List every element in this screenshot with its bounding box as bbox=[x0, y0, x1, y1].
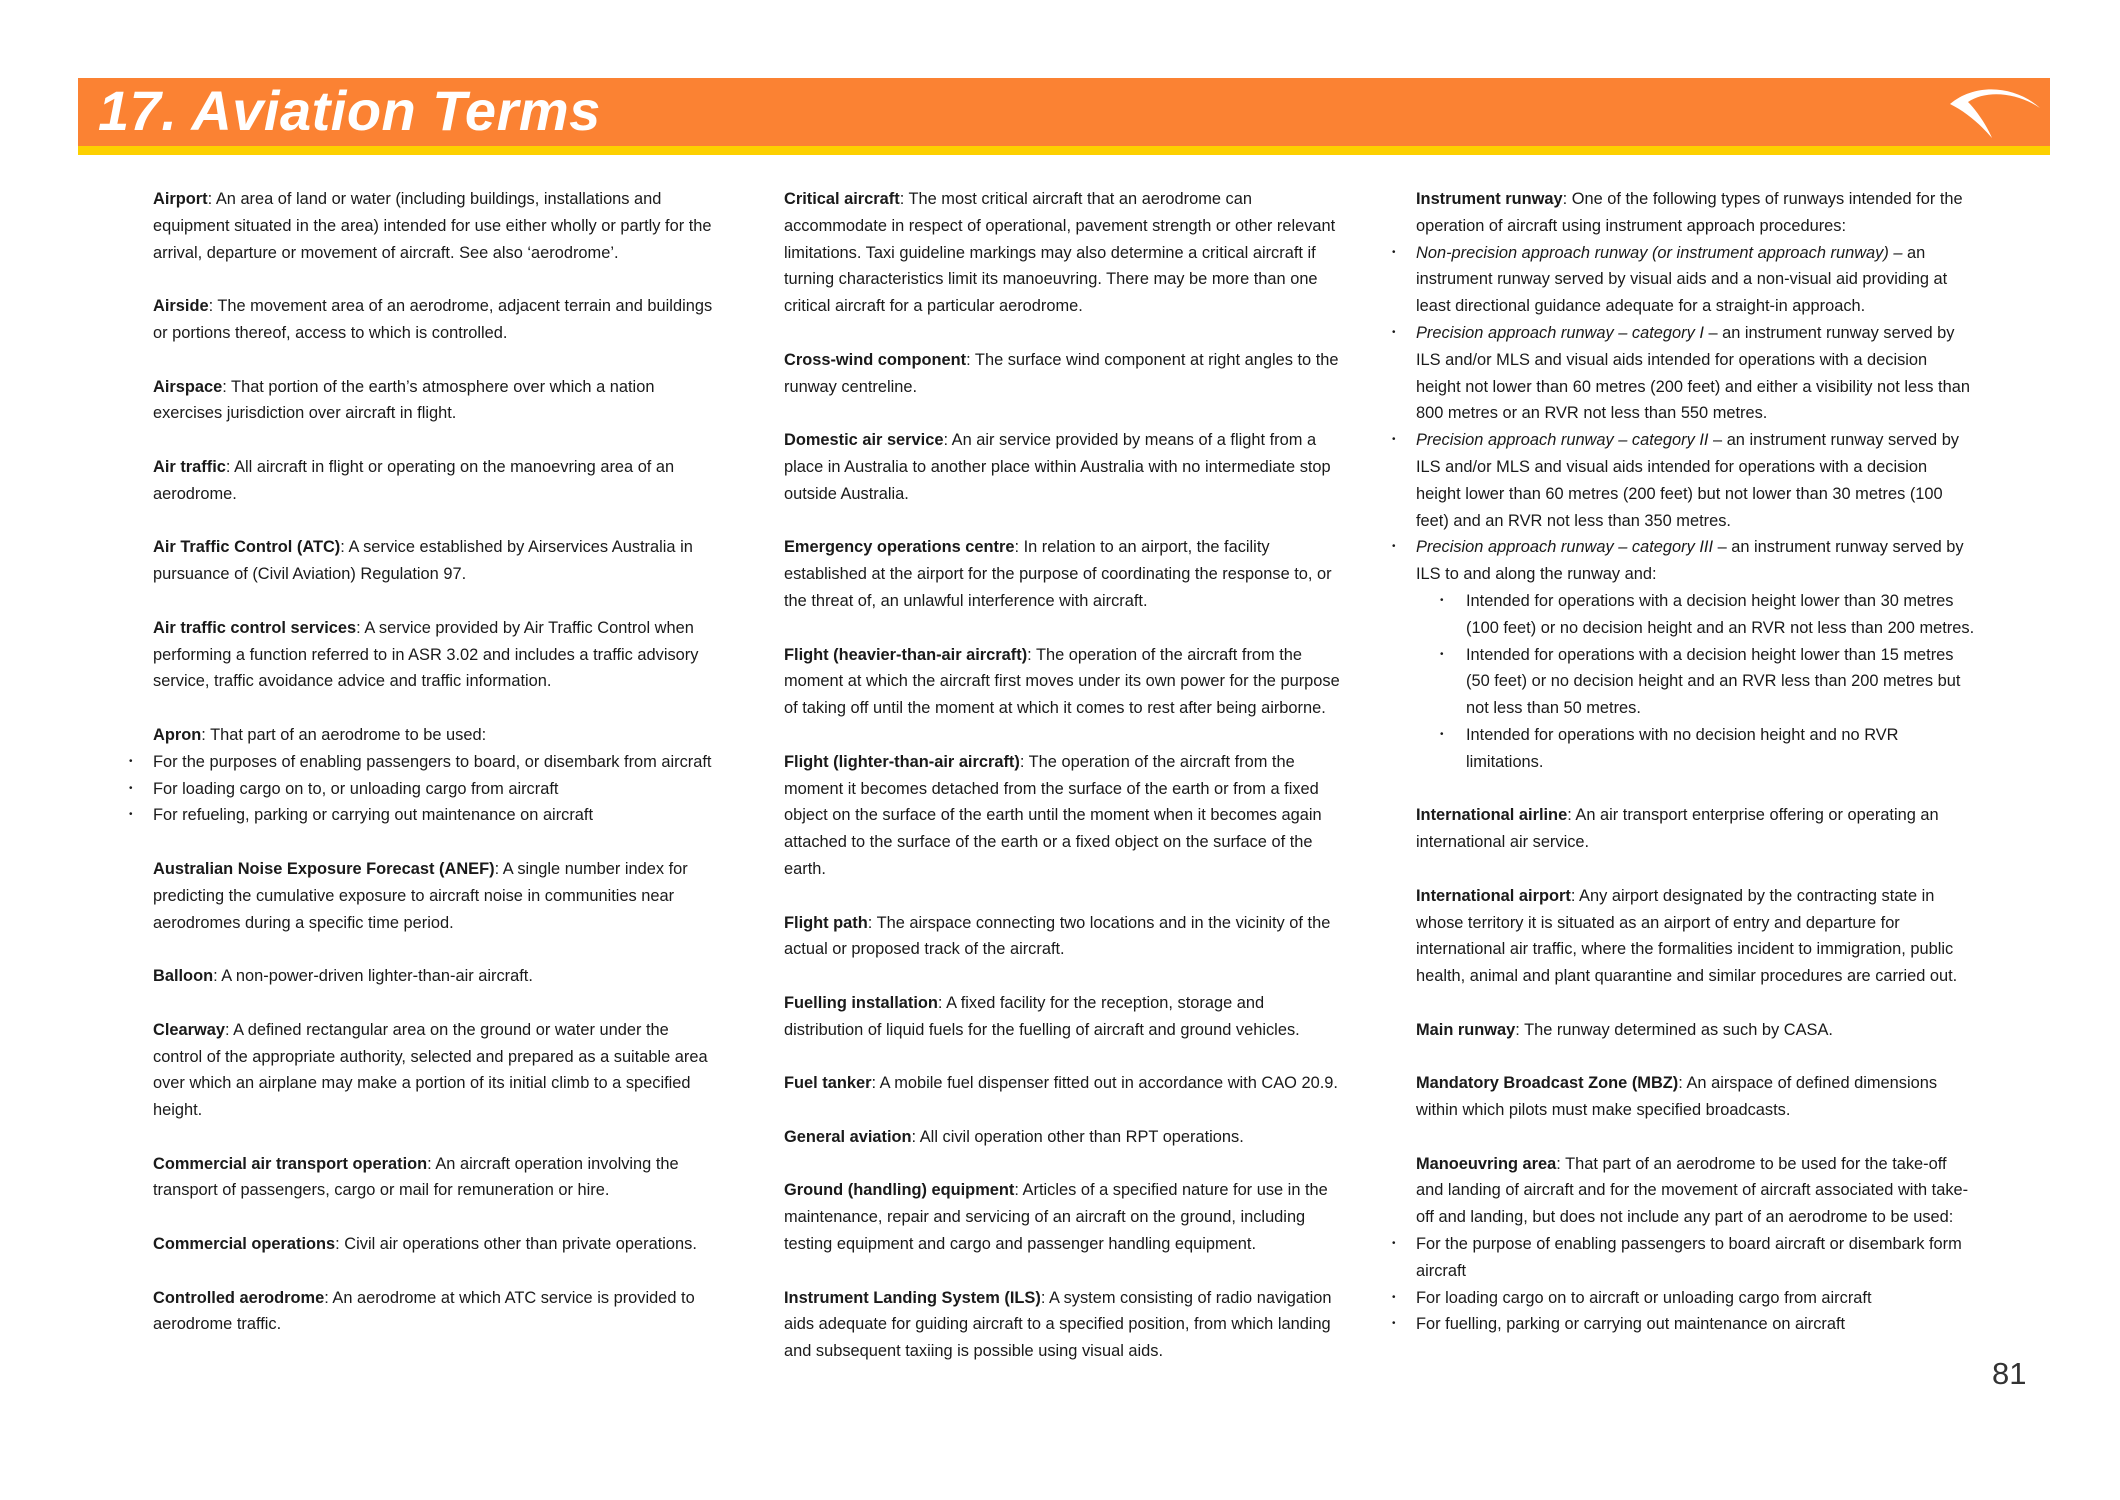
entry-term: Domestic air service bbox=[784, 431, 944, 450]
entry-term: Commercial operations bbox=[153, 1235, 336, 1254]
entry-term: Air traffic bbox=[153, 457, 226, 476]
entry-term: Air Traffic Control (ATC) bbox=[153, 538, 341, 557]
list-item: • For loading cargo on to, or unloading cargo from aircraft bbox=[153, 776, 713, 803]
glossary-entry bbox=[153, 1151, 713, 1205]
item-text: – an instrument runway served by ILS to and along the runway and: bbox=[1416, 538, 1964, 584]
glossary-entry bbox=[153, 293, 713, 347]
glossary-entry bbox=[1416, 1017, 1976, 1044]
entry-text: : An area of land or water (including buildings, installations and equipment situated in the area) intended for use either wholly or partly for the arrival, departure or movement of aircraft. See also ‘aerodrome’. bbox=[153, 190, 712, 262]
entry-term: Manoeuvring area bbox=[1416, 1154, 1557, 1173]
bullet-list bbox=[1416, 240, 1976, 776]
entry-definition bbox=[784, 347, 1344, 401]
glossary-entry bbox=[1416, 802, 1976, 856]
entry-text: : The movement area of an aerodrome, adjacent terrain and buildings or portions thereof, access to which is controlled. bbox=[153, 297, 713, 342]
entry-term: International airport bbox=[1416, 886, 1571, 905]
glossary-entry bbox=[153, 722, 713, 829]
entry-text: : A fixed facility for the reception, storage and distribution of liquid fuels for the fuelling of aircraft and ground vehicles. bbox=[784, 993, 1300, 1039]
list-item bbox=[1416, 320, 1976, 427]
entry-term: Flight (lighter-than-air aircraft) bbox=[784, 752, 1020, 771]
entry-definition bbox=[784, 534, 1344, 614]
sub-bullet-list bbox=[1416, 588, 1976, 776]
glossary-entry bbox=[1416, 1151, 1976, 1339]
entry-text: : That part of an aerodrome to be used: bbox=[201, 725, 487, 744]
entry-definition bbox=[784, 990, 1344, 1044]
entry-definition bbox=[153, 186, 713, 266]
entry-text: : A service established by Airservices Australia in pursuance of (Civil Aviation) Regulation 97. bbox=[153, 538, 693, 584]
entry-text: : A system consisting of radio navigation aids adequate for guiding aircraft to a specified position, from which landing and subsequent taxiing is possible using visual aids. bbox=[784, 1288, 1332, 1361]
column-1 bbox=[153, 186, 713, 1365]
entry-text: : The airspace connecting two locations and in the vicinity of the actual or proposed track of the aircraft. bbox=[784, 913, 1331, 959]
list-item: • For fuelling, parking or carrying out maintenance on aircraft bbox=[1416, 1311, 1976, 1338]
entry-text: : The operation of the aircraft from the moment at which the aircraft first moves under its own power for the purpose of taking off until the moment at which it comes to rest after being airborne. bbox=[784, 645, 1340, 718]
entry-term: Air traffic control services bbox=[153, 618, 357, 637]
entry-term: Main runway bbox=[1416, 1020, 1516, 1039]
entry-term: Airspace bbox=[153, 377, 223, 396]
entry-term: Balloon bbox=[153, 967, 214, 986]
entry-definition bbox=[153, 374, 713, 428]
glossary-entry bbox=[784, 1124, 1344, 1151]
entry-text: : The operation of the aircraft from the moment it becomes detached from the surface of the earth or from a fixed object on the surface of the earth until the moment when it becomes again attached to the surface of the earth or a fixed object on the surface of the earth. bbox=[784, 752, 1322, 878]
swoosh-logo-icon bbox=[1946, 84, 2042, 142]
entry-term: Commercial air transport operation bbox=[153, 1154, 428, 1173]
entry-text: : One of the following types of runways intended for the operation of aircraft using instrument approach procedures: bbox=[1416, 190, 1963, 235]
glossary-entry bbox=[153, 186, 713, 266]
entry-text: : Articles of a specified nature for use in the maintenance, repair and servicing of an aircraft on the ground, including testing equipment and cargo and passenger handling equipment. bbox=[784, 1181, 1328, 1254]
glossary-entry bbox=[1416, 883, 1976, 990]
glossary-entry bbox=[153, 963, 713, 990]
entry-definition bbox=[153, 856, 713, 936]
item-text: – an instrument runway served by ILS and/or MLS and visual aids intended for operations with a decision height lower than 60 metres (200 feet) but not lower than 30 metres (100 feet) and an RVR not less than 350 metres. bbox=[1416, 431, 1960, 530]
entry-definition bbox=[784, 1070, 1344, 1097]
entry-definition bbox=[784, 427, 1344, 507]
list-item: • For loading cargo on to aircraft or unloading cargo from aircraft bbox=[1416, 1285, 1976, 1312]
list-item: • For the purposes of enabling passengers to board, or disembark from aircraft bbox=[153, 749, 713, 776]
entry-text: : All aircraft in flight or operating on the manoevring area of an aerodrome. bbox=[153, 457, 675, 503]
entry-definition bbox=[153, 293, 713, 347]
glossary-entry bbox=[1416, 1070, 1976, 1124]
glossary-entry bbox=[784, 910, 1344, 964]
entry-text: : An aerodrome at which ATC service is provided to aerodrome traffic. bbox=[153, 1288, 695, 1334]
glossary-entry bbox=[153, 856, 713, 936]
glossary-entry bbox=[784, 1285, 1344, 1365]
glossary-entry bbox=[784, 642, 1344, 722]
entry-term: Fuelling installation bbox=[784, 993, 938, 1012]
list-item bbox=[1416, 427, 1976, 534]
entry-text: : Any airport designated by the contracting state in whose territory it is situated as an airport of entry and departure for international air traffic, where the formalities incident to immigration, public health, animal and plant quarantine and similar procedures are carried out. bbox=[1416, 886, 1958, 986]
column-2 bbox=[784, 186, 1344, 1392]
entry-definition bbox=[1416, 883, 1976, 990]
entry-definition bbox=[153, 722, 713, 749]
entry-term: Australian Noise Exposure Forecast (ANEF) bbox=[153, 859, 495, 878]
entry-definition bbox=[153, 454, 713, 508]
entry-term: Cross-wind component bbox=[784, 350, 967, 369]
entry-definition bbox=[153, 1151, 713, 1205]
entry-text: : The most critical aircraft that an aerodrome can accommodate in respect of operational, pavement strength or other relevant limitations. Taxi guideline markings may also determine a critical aircraft if turning characteristics limit its manoeuvring. There may be more than one critical aircraft for a particular aerodrome. bbox=[784, 190, 1336, 316]
entry-term: Instrument runway bbox=[1416, 190, 1563, 208]
entry-definition bbox=[1416, 1017, 1976, 1044]
entry-text: : A mobile fuel dispenser fitted out in accordance with CAO 20.9. bbox=[871, 1074, 1338, 1093]
glossary-entry bbox=[784, 534, 1344, 614]
sub-list-item: • Intended for operations with no decision height and no RVR limitations. bbox=[1466, 722, 1976, 776]
column-3 bbox=[1416, 186, 1976, 1365]
entry-term: Critical aircraft bbox=[784, 190, 900, 208]
entry-definition bbox=[784, 910, 1344, 964]
entry-definition bbox=[1416, 186, 1976, 240]
sub-list-item: • Intended for operations with a decision height lower than 15 metres (50 feet) or no decision height and an RVR less than 200 metres but not less than 50 metres. bbox=[1466, 642, 1976, 722]
entry-definition bbox=[153, 1017, 713, 1124]
list-item: • For the purpose of enabling passengers to board aircraft or disembark form aircraft bbox=[1416, 1231, 1976, 1285]
entry-text: : A non-power-driven lighter-than-air aircraft. bbox=[213, 967, 533, 986]
glossary-entry bbox=[153, 1231, 713, 1258]
sub-list-item: • Intended for operations with a decision height lower than 30 metres (100 feet) or no decision height and an RVR not less than 200 metres. bbox=[1466, 588, 1976, 642]
entry-definition bbox=[153, 1231, 713, 1258]
list-item bbox=[1416, 240, 1976, 320]
glossary-entry bbox=[153, 1017, 713, 1124]
entry-definition bbox=[784, 1177, 1344, 1257]
entry-definition bbox=[1416, 1151, 1976, 1231]
entry-text: : A service provided by Air Traffic Control when performing a function referred to in ASR 3.02 and includes a traffic advisory service, traffic avoidance advice and traffic information. bbox=[153, 618, 699, 691]
glossary-entry bbox=[153, 454, 713, 508]
chapter-banner bbox=[78, 78, 2050, 155]
entry-term: General aviation bbox=[784, 1127, 912, 1146]
entry-text: : An air service provided by means of a flight from a place in Australia to another place within Australia with no intermediate stop outside Australia. bbox=[784, 431, 1331, 503]
entry-text: : In relation to an airport, the facility established at the airport for the purpose of coordinating the response to, or the threat of, an unlawful interference with aircraft. bbox=[784, 538, 1332, 610]
glossary-entry bbox=[153, 615, 713, 695]
entry-text: : An airspace of defined dimensions within which pilots must make specified broadcasts. bbox=[1416, 1074, 1938, 1120]
entry-term: Mandatory Broadcast Zone (MBZ) bbox=[1416, 1074, 1679, 1093]
entry-term: International airline bbox=[1416, 806, 1568, 825]
entry-definition bbox=[153, 534, 713, 588]
entry-text: : A single number index for predicting the cumulative exposure to aircraft noise in communities near aerodromes during a specific time period. bbox=[153, 859, 688, 932]
page-title: 17. Aviation Terms bbox=[98, 79, 601, 142]
entry-term: Flight (heavier-than-air aircraft) bbox=[784, 645, 1028, 664]
entry-term: Instrument Landing System (ILS) bbox=[784, 1288, 1041, 1307]
entry-definition bbox=[153, 963, 713, 990]
entry-definition bbox=[784, 186, 1344, 320]
glossary-entry bbox=[153, 374, 713, 428]
entry-definition bbox=[784, 1124, 1344, 1151]
item-lead: Precision approach runway – category I bbox=[1416, 323, 1704, 342]
entry-definition bbox=[784, 642, 1344, 722]
entry-term: Airside bbox=[153, 297, 209, 316]
entry-text: : That portion of the earth’s atmosphere over which a nation exercises jurisdiction over aircraft in flight. bbox=[153, 377, 655, 423]
entry-text: : Civil air operations other than private operations. bbox=[335, 1235, 697, 1254]
list-item: • For refueling, parking or carrying out maintenance on aircraft bbox=[153, 802, 713, 829]
entry-text: : The surface wind component at right angles to the runway centreline. bbox=[784, 350, 1339, 396]
bullet-list bbox=[153, 749, 713, 829]
entry-term: Fuel tanker bbox=[784, 1074, 872, 1093]
entry-term: Ground (handling) equipment bbox=[784, 1181, 1015, 1200]
entry-term: Emergency operations centre bbox=[784, 538, 1015, 557]
list-item bbox=[1416, 534, 1976, 775]
entry-text: : The runway determined as such by CASA. bbox=[1515, 1020, 1833, 1039]
entry-term: Flight path bbox=[784, 913, 868, 932]
glossary-entry bbox=[784, 347, 1344, 401]
entry-text: : All civil operation other than RPT operations. bbox=[911, 1127, 1244, 1146]
glossary-entry bbox=[153, 534, 713, 588]
glossary-entry bbox=[153, 1285, 713, 1339]
item-lead: Non-precision approach runway (or instrument approach runway) – bbox=[1416, 243, 1903, 262]
entry-text: : An air transport enterprise offering or operating an international air service. bbox=[1416, 806, 1939, 852]
entry-definition bbox=[1416, 802, 1976, 856]
entry-text: : An aircraft operation involving the transport of passengers, cargo or mail for remuneration or hire. bbox=[153, 1154, 679, 1200]
entry-term: Airport bbox=[153, 190, 208, 208]
bullet-list bbox=[1416, 1231, 1976, 1338]
entry-definition bbox=[153, 615, 713, 695]
entry-term: Apron bbox=[153, 725, 202, 744]
glossary-entry bbox=[784, 1070, 1344, 1097]
glossary-entry bbox=[784, 1177, 1344, 1257]
entry-definition bbox=[784, 749, 1344, 883]
entry-definition bbox=[1416, 1070, 1976, 1124]
entry-term: Clearway bbox=[153, 1020, 225, 1039]
item-text: an instrument runway served by visual aids and a non-visual aid providing at least directional guidance adequate for a straight-in approach. bbox=[1416, 243, 1948, 316]
entry-definition bbox=[784, 1285, 1344, 1365]
glossary-entry bbox=[1416, 186, 1976, 776]
entry-term: Controlled aerodrome bbox=[153, 1288, 325, 1307]
item-lead: Precision approach runway – category II bbox=[1416, 431, 1709, 450]
glossary-entry bbox=[784, 186, 1344, 320]
glossary-entry bbox=[784, 427, 1344, 507]
entry-definition bbox=[153, 1285, 713, 1339]
item-text: – an instrument runway served by ILS and/or MLS and visual aids intended for operations with a decision height not lower than 60 metres (200 feet) and either a visibility not less than 800 metres or an RVR not less than 550 metres. bbox=[1416, 323, 1970, 423]
glossary-entry bbox=[784, 749, 1344, 883]
page-number: 81 bbox=[1992, 1356, 2027, 1391]
glossary-entry bbox=[784, 990, 1344, 1044]
entry-text: : That part of an aerodrome to be used for the take-off and landing of aircraft and for the movement of aircraft associated with take-off and landing, but does not include any part of an aerodrome to be used: bbox=[1416, 1154, 1969, 1227]
item-lead: Precision approach runway – category III bbox=[1416, 538, 1714, 557]
entry-text: : A defined rectangular area on the ground or water under the control of the appropriate authority, selected and prepared as a suitable area over which an airplane may make a portion of its initial climb to a specified height. bbox=[153, 1020, 708, 1120]
